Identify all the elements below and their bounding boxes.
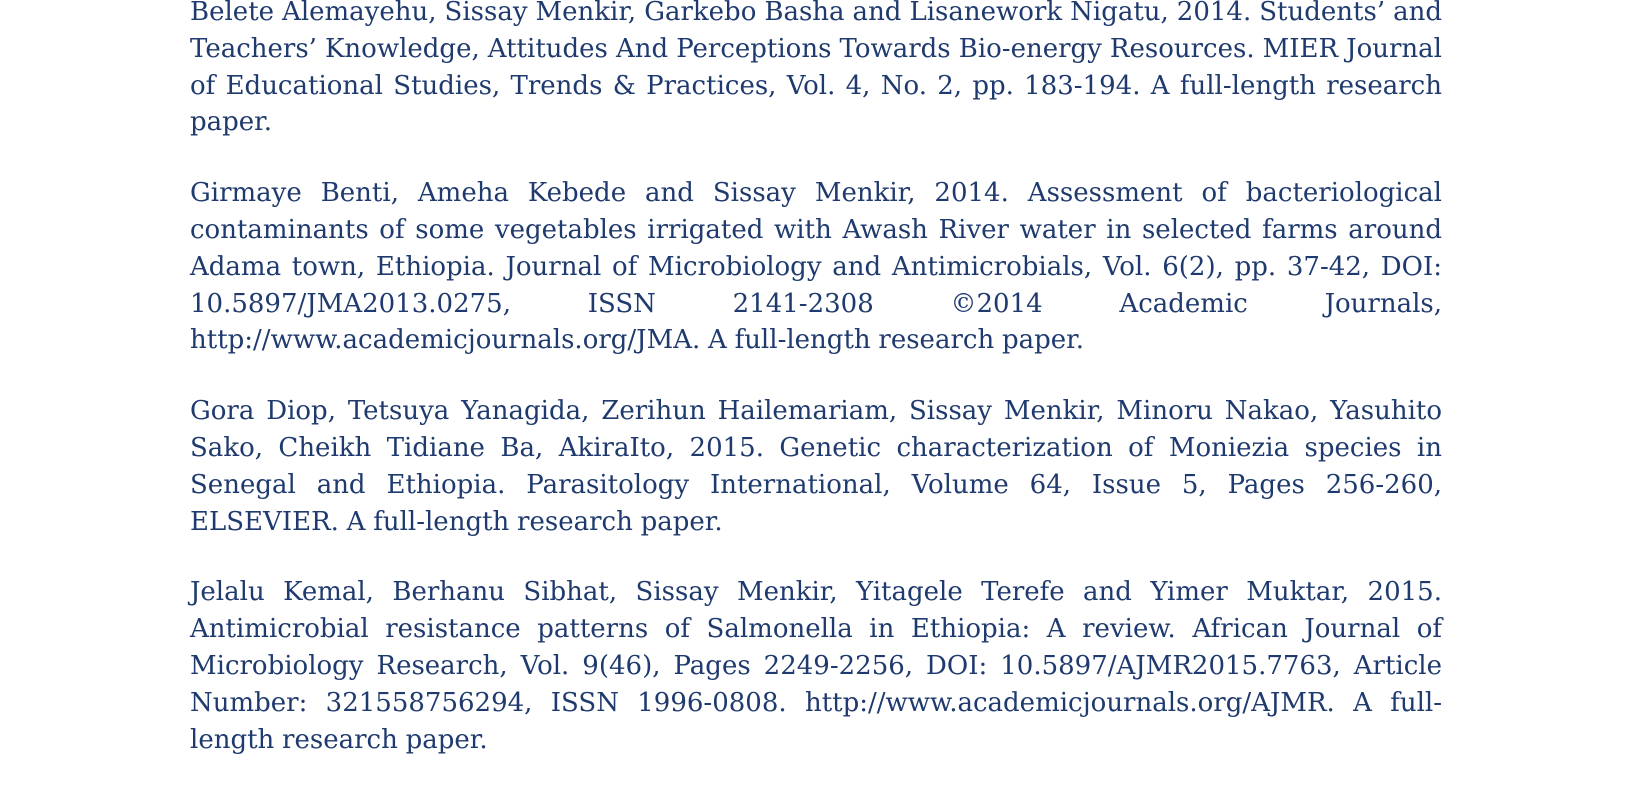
reference-entry-1: Belete Alemayehu, Sissay Menkir, Garkebo Basha and Lisanework Nigatu, 2014. Students’ and Teachers’ Knowledge, Attitudes And Perceptions Towards Bio-energy Resources. MIER Journal of Educational Studies, Trends & Practices, Vol. 4, No. 2, pp. 183-194. A full-length research paper. [190,0,1442,138]
reference-entry-4: Jelalu Kemal, Berhanu Sibhat, Sissay Menkir, Yitagele Terefe and Yimer Muktar, 2015. Antimicrobial resistance patterns of Salmonella in Ethiopia: A review. African Journal of Microbiology Research, Vol. 9(46), Pages 2249-2256, DOI: 10.5897/AJMR2015.7763, Article Number: 321558756294, ISSN 1996-0808. http://www.academicjournals.org/AJMR. A full-length research paper. [190,577,1442,755]
reference-entry-3: Gora Diop, Tetsuya Yanagida, Zerihun Hailemariam, Sissay Menkir, Minoru Nakao, Yasuhito Sako, Cheikh Tidiane Ba, AkiraIto, 2015. Genetic characterization of Moniezia species in Senegal and Ethiopia. Parasitology International, Volume 64, Issue 5, Pages 256-260, ELSEVIER. A full-length research paper. [190,396,1442,537]
reference-entry-2: Girmaye Benti, Ameha Kebede and Sissay Menkir, 2014. Assessment of bacteriological contaminants of some vegetables irrigated with Awash River water in selected farms around Adama town, Ethiopia. Journal of Microbiology and Antimicrobials, Vol. 6(2), pp. 37-42, DOI: 10.5897/JMA2013.0275, ISSN 2141-2308 ©2014 Academic Journals, http://www.academicjournals.org/JMA. A full-length research paper. [190,178,1442,356]
reference-list [190,0,1442,792]
